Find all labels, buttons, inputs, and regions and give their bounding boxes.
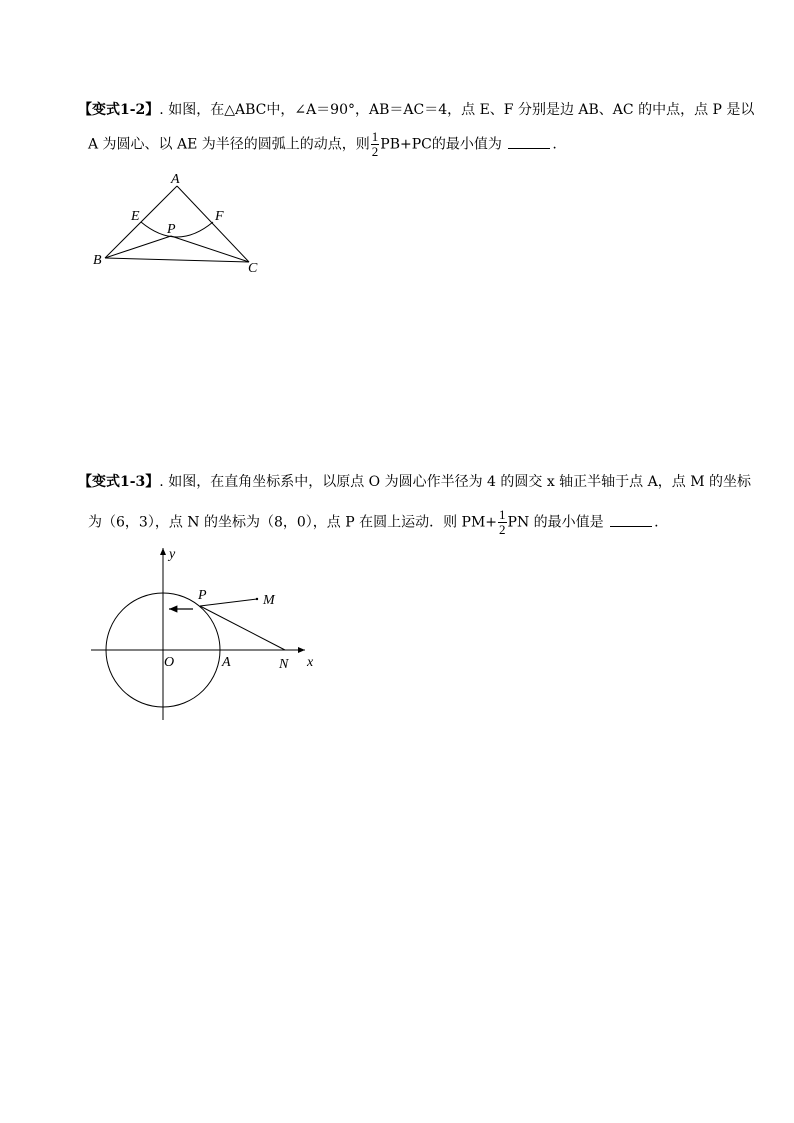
problem-1-text-3: PB+PC的最小值为	[380, 136, 502, 153]
problem-2-text-3: PN 的最小值是	[507, 514, 604, 531]
answer-blank[interactable]	[508, 136, 550, 149]
problem-1-line-1	[78, 100, 754, 120]
segment-pn	[200, 606, 285, 650]
problem-2-line-2: 为（6，3），点 N 的坐标为（8，0），点 P 在圆上运动．则 PM+ $\frac{1}{2}$ PN 的最小值是 .	[88, 507, 659, 537]
answer-blank[interactable]	[610, 514, 652, 527]
problem-1-text-2: A 为圆心、以 AE 为半径的圆弧上的动点，则	[88, 136, 370, 153]
label-p: P	[167, 222, 176, 237]
problem-2-line-1	[78, 472, 751, 492]
label-a: A	[222, 655, 231, 670]
label-a: A	[171, 172, 180, 187]
problem-1-line-2: A 为圆心、以 AE 为半径的圆弧上的动点，则 $\frac{1}{2}$ PB+PC的最小值为 .	[88, 129, 557, 159]
problem-1-text-1: . 如图，在△ABC中，∠A＝90°，AB＝AC＝4，点 E、F 分别是边 AB、AC 的中点，点 P 是以	[159, 102, 755, 118]
problem-2-text-2: 为（6，3），点 N 的坐标为（8，0），点 P 在圆上运动．则 PM+	[88, 514, 498, 531]
label-x: x	[307, 655, 314, 670]
fraction-one-half: $\frac{1}{2}$	[371, 129, 379, 159]
side-ac	[177, 186, 249, 262]
triangle-figure	[85, 168, 275, 278]
segment-pb	[105, 236, 171, 258]
label-e: E	[131, 209, 140, 224]
label-m: M	[263, 593, 275, 608]
side-bc	[105, 258, 249, 262]
label-p: P	[198, 588, 207, 603]
arc-ef	[141, 222, 213, 237]
point-m	[256, 598, 258, 600]
segment-pm	[200, 599, 257, 606]
fraction-one-half: $\frac{1}{2}$	[499, 507, 506, 537]
problem-2-tag: 【变式1-3】	[78, 474, 160, 490]
problem-1-tag: 【变式1-2】	[78, 102, 160, 118]
label-c: C	[248, 261, 258, 276]
label-y: y	[169, 547, 176, 562]
label-f: F	[215, 209, 224, 224]
label-n: N	[279, 657, 289, 672]
problem-2-text-1: . 如图，在直角坐标系中，以原点 O 为圆心作半径为 4 的圆交 x 轴正半轴于点 A，点 M 的坐标	[159, 474, 751, 490]
coordinate-figure	[85, 542, 325, 727]
label-b: B	[93, 253, 102, 268]
label-o: O	[164, 655, 175, 670]
